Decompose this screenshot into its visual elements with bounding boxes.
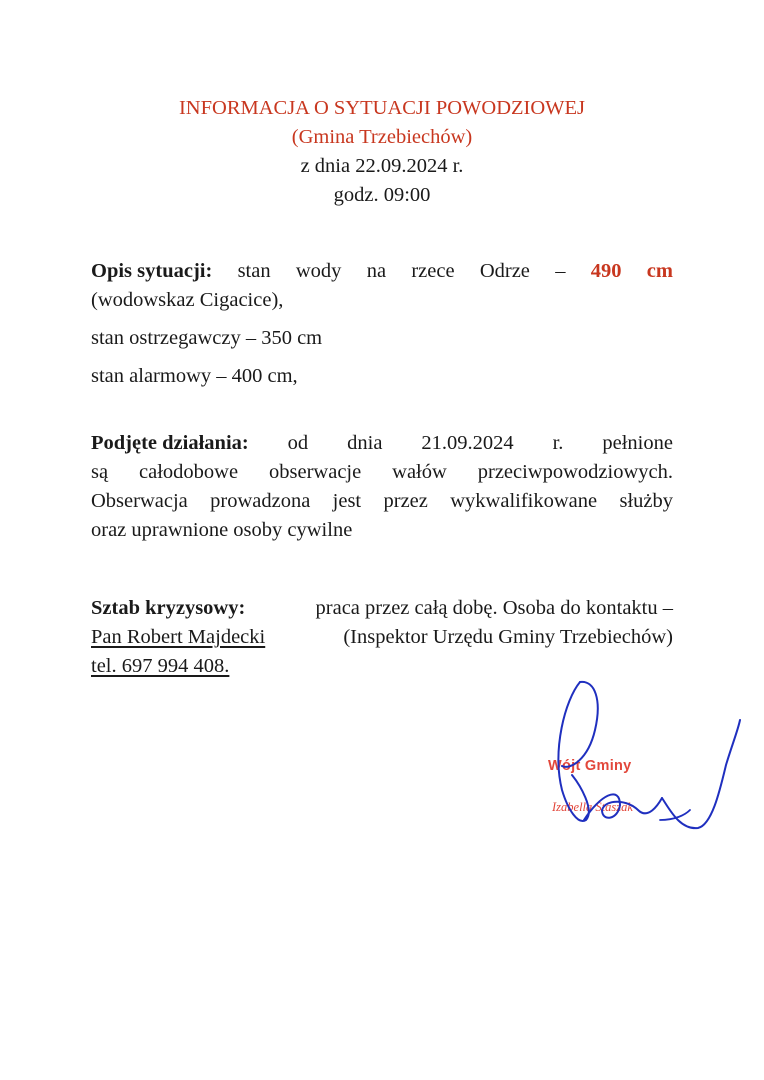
situation-label: Opis sytuacji:: [91, 260, 213, 282]
water-level-value: 490: [590, 260, 622, 282]
crisis-section: [91, 594, 673, 681]
contact-name: Pan Robert Majdecki: [91, 626, 266, 648]
actions-word: pełnione: [602, 432, 673, 454]
document-title: INFORMACJA O SYTUACJI POWODZIOWEJ: [178, 97, 586, 119]
situation-word: rzece: [411, 260, 455, 282]
document-header: [0, 94, 764, 210]
contact-phone: tel. 697 994 408.: [91, 655, 230, 677]
actions-word: 21.09.2024: [421, 432, 514, 454]
situation-word: –: [555, 260, 566, 282]
actions-line-2: są całodobowe obserwacje wałów przeciwpowodziowych.: [91, 461, 673, 483]
crisis-line-1-text: praca przez całą dobę. Osoba do kontaktu –: [315, 597, 673, 619]
situation-word: na: [366, 260, 387, 282]
stamp-title: Wójt Gminy: [548, 758, 632, 774]
crisis-line-2: [91, 623, 673, 652]
situation-line-1: [91, 257, 673, 286]
crisis-label: Sztab kryzysowy:: [91, 597, 246, 619]
handwritten-signature: [540, 670, 760, 860]
actions-label: Podjęte działania:: [91, 432, 249, 454]
situation-section: [91, 257, 673, 391]
report-date: z dnia 22.09.2024 r.: [300, 155, 464, 177]
actions-line-3: Obserwacja prowadzona jest przez wykwalifikowane służby: [91, 490, 673, 512]
crisis-line-1: [91, 594, 673, 623]
alarm-level: stan alarmowy – 400 cm,: [91, 365, 298, 387]
actions-word: dnia: [347, 432, 383, 454]
actions-line-1: [91, 429, 673, 458]
situation-word: wody: [295, 260, 342, 282]
report-time: godz. 09:00: [333, 184, 431, 206]
actions-line-4: oraz uprawnione osoby cywilne: [91, 519, 353, 541]
situation-word: stan: [237, 260, 271, 282]
contact-role: (Inspektor Urzędu Gminy Trzebiechów): [343, 626, 673, 648]
actions-section: [91, 429, 673, 545]
water-level-unit: cm: [646, 260, 673, 282]
gauge-station: (wodowskaz Cigacice),: [91, 289, 284, 311]
actions-word: od: [287, 432, 309, 454]
stamp-name: Izabella Staszak: [552, 800, 633, 814]
actions-word: r.: [552, 432, 564, 454]
warning-level: stan ostrzegawczy – 350 cm: [91, 327, 323, 349]
municipality-subtitle: (Gmina Trzebiechów): [291, 126, 473, 148]
situation-word: Odrze: [479, 260, 530, 282]
